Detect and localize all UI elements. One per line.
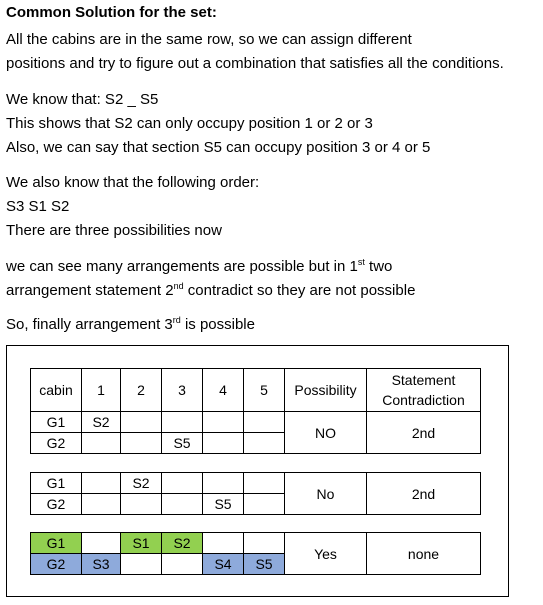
row-label: G2 xyxy=(31,554,82,575)
cell xyxy=(121,554,162,575)
text-run: is possible xyxy=(180,316,255,333)
cell xyxy=(121,494,162,515)
cell xyxy=(162,554,203,575)
cell xyxy=(244,533,285,554)
paragraph-line xyxy=(6,258,392,276)
arrangement-table-1 xyxy=(30,368,481,454)
contradiction-cell: 2nd xyxy=(367,412,481,454)
contradiction-cell: 2nd xyxy=(367,473,481,515)
text-run: we can see many arrangements are possible but in 1 xyxy=(6,258,358,275)
paragraph-line: S3 S1 S2 xyxy=(6,198,70,215)
cell: S1 xyxy=(121,533,162,554)
header-col-1: 1 xyxy=(82,369,121,412)
header-statement-line: Contradiction xyxy=(382,392,465,408)
cell: S2 xyxy=(121,473,162,494)
arrangement-table-3 xyxy=(30,532,481,575)
superscript: rd xyxy=(172,315,181,325)
header-statement-line: Statement xyxy=(391,372,456,388)
cell: S5 xyxy=(162,433,203,454)
header-col-4: 4 xyxy=(203,369,244,412)
header-cabin: cabin xyxy=(31,369,82,412)
cell xyxy=(82,473,121,494)
row-label: G1 xyxy=(31,412,82,433)
cell: S5 xyxy=(244,554,285,575)
possibility-cell: NO xyxy=(285,412,367,454)
possibility-cell: No xyxy=(285,473,367,515)
header-statement-contradiction xyxy=(367,369,481,412)
text-run: So, finally arrangement 3 xyxy=(6,316,173,333)
cell xyxy=(162,494,203,515)
cell xyxy=(82,533,121,554)
text-run: arrangement statement 2 xyxy=(6,282,174,299)
cell xyxy=(121,412,162,433)
header-possibility: Possibility xyxy=(285,369,367,412)
paragraph-line: All the cabins are in the same row, so we can assign different xyxy=(6,31,412,48)
cell xyxy=(244,433,285,454)
text-run: two xyxy=(364,258,393,275)
header-col-2: 2 xyxy=(121,369,162,412)
superscript: st xyxy=(357,257,365,267)
cell: S2 xyxy=(162,533,203,554)
cell xyxy=(203,412,244,433)
row-label: G2 xyxy=(31,433,82,454)
paragraph-line: We also know that the following order: xyxy=(6,174,260,191)
cell: S4 xyxy=(203,554,244,575)
paragraph-line: This shows that S2 can only occupy position 1 or 2 or 3 xyxy=(6,115,373,132)
row-label: G1 xyxy=(31,473,82,494)
possibility-cell: Yes xyxy=(285,533,367,575)
cell xyxy=(203,433,244,454)
cell xyxy=(121,433,162,454)
cell xyxy=(244,494,285,515)
paragraph-line xyxy=(6,282,415,300)
paragraph-line xyxy=(6,316,255,334)
header-col-3: 3 xyxy=(162,369,203,412)
cell xyxy=(162,412,203,433)
paragraph-line: There are three possibilities now xyxy=(6,222,222,239)
cell xyxy=(162,473,203,494)
cell: S3 xyxy=(82,554,121,575)
text-run: contradict so they are not possible xyxy=(183,282,416,299)
cell xyxy=(244,473,285,494)
paragraph-line: Also, we can say that section S5 can occupy position 3 or 4 or 5 xyxy=(6,139,431,156)
cell xyxy=(244,412,285,433)
cell xyxy=(82,433,121,454)
cell: S5 xyxy=(203,494,244,515)
cell: S2 xyxy=(82,412,121,433)
page-title: Common Solution for the set: xyxy=(6,4,217,21)
arrangement-table-2 xyxy=(30,472,481,515)
header-col-5: 5 xyxy=(244,369,285,412)
contradiction-cell: none xyxy=(367,533,481,575)
cell xyxy=(82,494,121,515)
cell xyxy=(203,473,244,494)
paragraph-line: positions and try to figure out a combination that satisfies all the conditions. xyxy=(6,55,504,72)
paragraph-line: We know that: S2 _ S5 xyxy=(6,91,159,108)
cell xyxy=(203,533,244,554)
superscript: nd xyxy=(173,281,184,291)
row-label: G1 xyxy=(31,533,82,554)
row-label: G2 xyxy=(31,494,82,515)
